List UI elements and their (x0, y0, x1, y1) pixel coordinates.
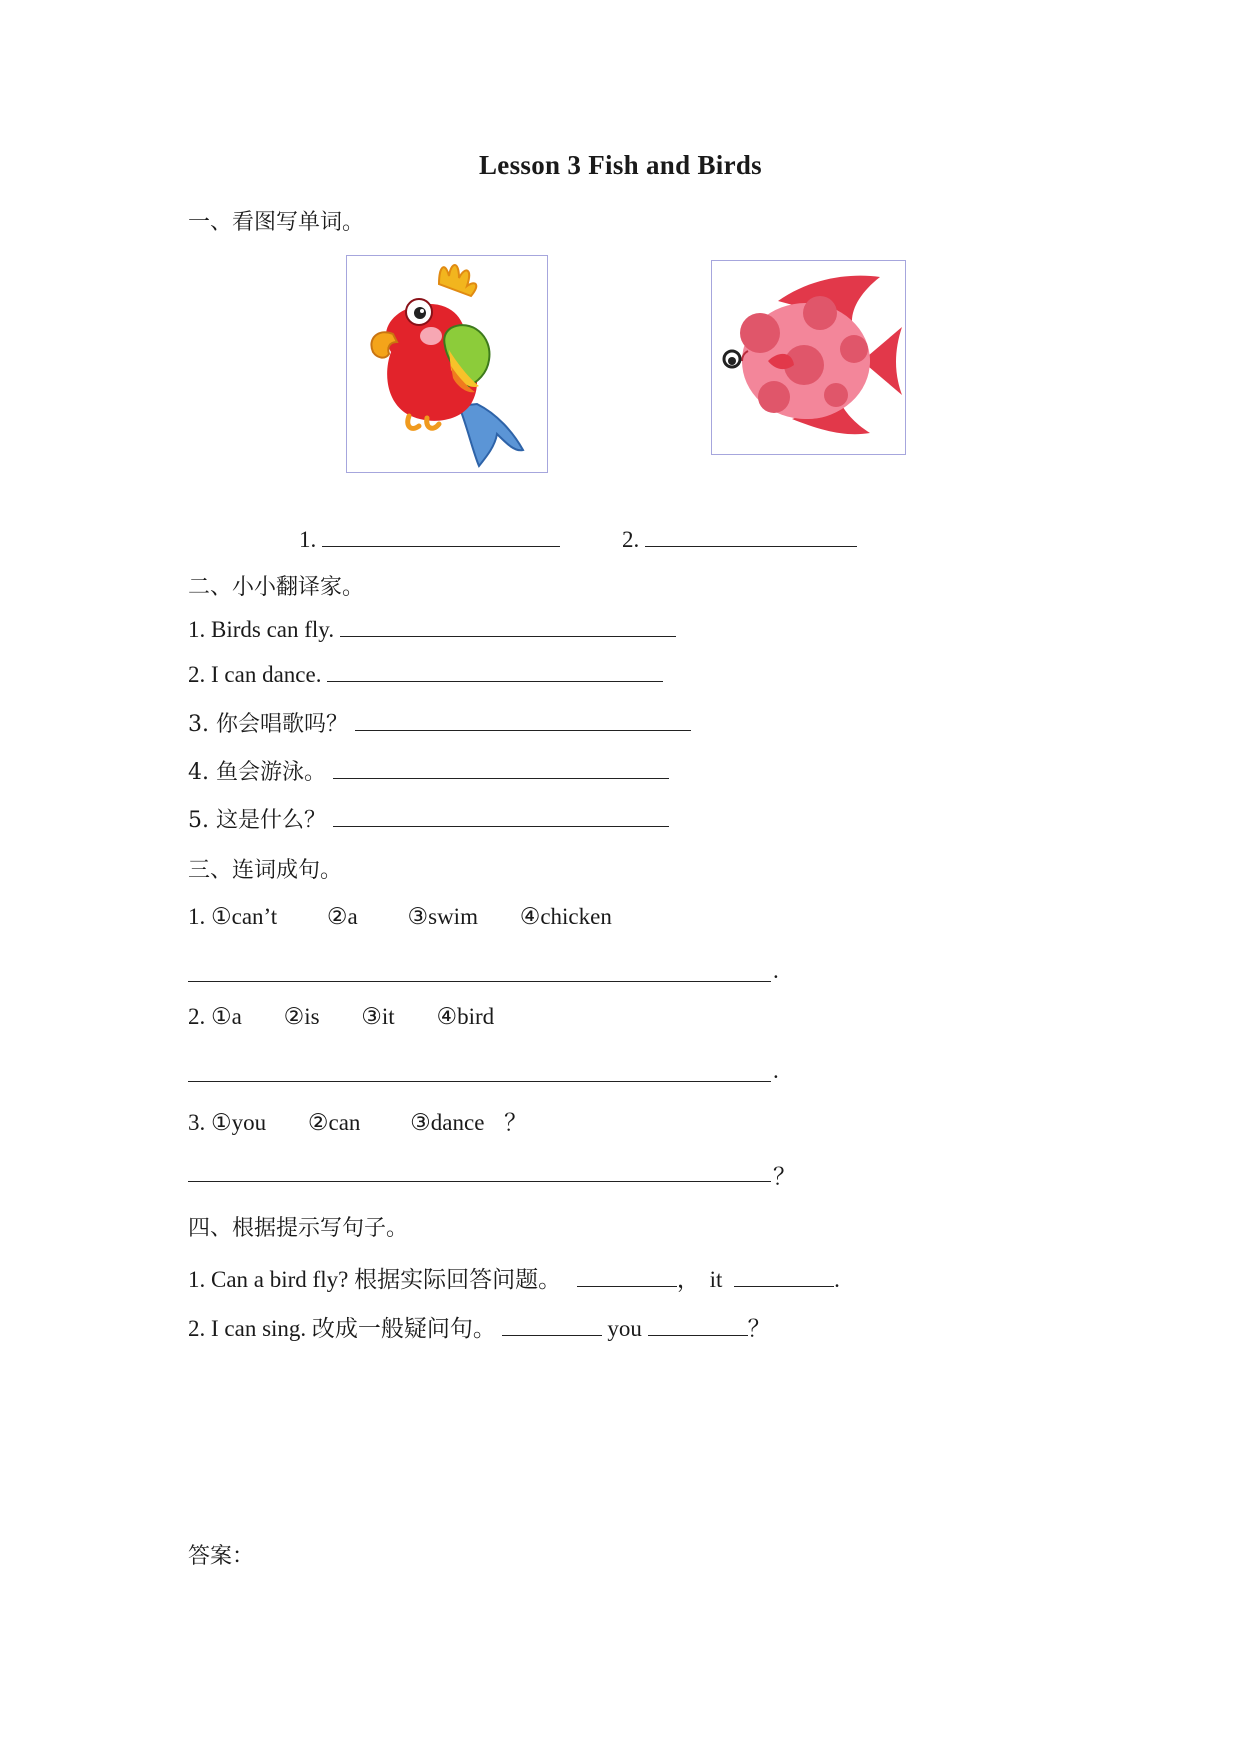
write-prompt-1: 1. Can a bird fly? 根据实际回答问题。 (188, 1267, 562, 1292)
page-title: Lesson 3 Fish and Birds (479, 150, 762, 180)
section-heading-2: 二、小小翻译家。 (188, 575, 365, 600)
picture-label-2: 2. (622, 527, 640, 552)
order-num-1: 1. (188, 904, 206, 929)
order-answer-line-2[interactable] (188, 1080, 771, 1082)
picture-answer-2 (622, 526, 857, 553)
translate-blank-5[interactable] (333, 806, 669, 827)
translate-text-4: 4. 鱼会游泳。 (188, 760, 326, 785)
picture-label-1: 1. (299, 527, 317, 552)
write-blank-1a[interactable] (577, 1266, 677, 1287)
fish-picture (711, 260, 906, 455)
picture-blank-2[interactable] (645, 526, 857, 547)
order-word-3-3: ③dance (410, 1110, 485, 1135)
parrot-icon (347, 256, 547, 472)
order-answer-line-3[interactable] (188, 1180, 771, 1182)
order-item-3 (188, 1104, 527, 1137)
order-word-1-3: ③swim (407, 904, 478, 929)
write-it-1: it (709, 1267, 723, 1292)
section-heading-4: 四、根据提示写句子。 (188, 1216, 409, 1241)
order-word-1-2: ②a (326, 904, 358, 929)
translate-text-2: 2. I can dance. (188, 662, 322, 687)
order-num-2: 2. (188, 1004, 206, 1029)
write-item-2 (188, 1310, 771, 1343)
fish-icon (712, 261, 905, 454)
order-item-2 (188, 1004, 494, 1030)
order-word-2-1: ①a (211, 1004, 242, 1029)
translate-item-5 (188, 803, 669, 834)
translate-item-4 (188, 755, 669, 786)
write-you-2: you (607, 1316, 642, 1341)
write-item-1 (188, 1261, 840, 1294)
translate-text-5: 5. 这是什么？ (188, 808, 326, 833)
picture-answer-1 (299, 526, 560, 553)
picture-blank-1[interactable] (322, 526, 560, 547)
order-end-2: . (773, 1058, 779, 1083)
order-word-2-4: ④bird (436, 1004, 495, 1029)
answer-label: 答案： (188, 1544, 255, 1569)
section-heading-3: 三、连词成句。 (188, 858, 343, 883)
write-blank-2b[interactable] (648, 1315, 748, 1336)
write-end-2: ？ (747, 1316, 771, 1341)
translate-blank-2[interactable] (327, 661, 663, 682)
translate-item-3 (188, 707, 691, 738)
translate-blank-3[interactable] (355, 710, 691, 731)
write-blank-2a[interactable] (502, 1315, 602, 1336)
order-word-3-2: ②can (307, 1110, 361, 1135)
section-heading-1: 一、看图写单词。 (188, 210, 365, 235)
translate-item-1 (188, 616, 676, 643)
order-item-1 (188, 904, 612, 930)
translate-text-1: 1. Birds can fly. (188, 617, 335, 642)
translate-text-3: 3. 你会唱歌吗？ (188, 712, 348, 737)
order-end-3: ？ (773, 1164, 796, 1189)
order-word-1-1: ①can’t (211, 904, 278, 929)
order-end-1: . (773, 958, 779, 983)
parrot-picture (346, 255, 548, 473)
write-end-1: . (834, 1267, 840, 1292)
order-word-2-2: ②is (283, 1004, 320, 1029)
translate-blank-4[interactable] (333, 758, 669, 779)
order-word-3-4: ？ (504, 1110, 528, 1135)
order-word-3-1: ①you (211, 1110, 267, 1135)
translate-item-2 (188, 661, 663, 688)
write-comma-1: ， (676, 1267, 700, 1292)
order-word-1-4: ④chicken (519, 904, 612, 929)
order-num-3: 3. (188, 1110, 206, 1135)
order-word-2-3: ③it (361, 1004, 395, 1029)
order-answer-line-1[interactable] (188, 980, 771, 982)
translate-blank-1[interactable] (340, 616, 676, 637)
write-prompt-2: 2. I can sing. 改成一般疑问句。 (188, 1316, 496, 1341)
write-blank-1b[interactable] (734, 1266, 834, 1287)
